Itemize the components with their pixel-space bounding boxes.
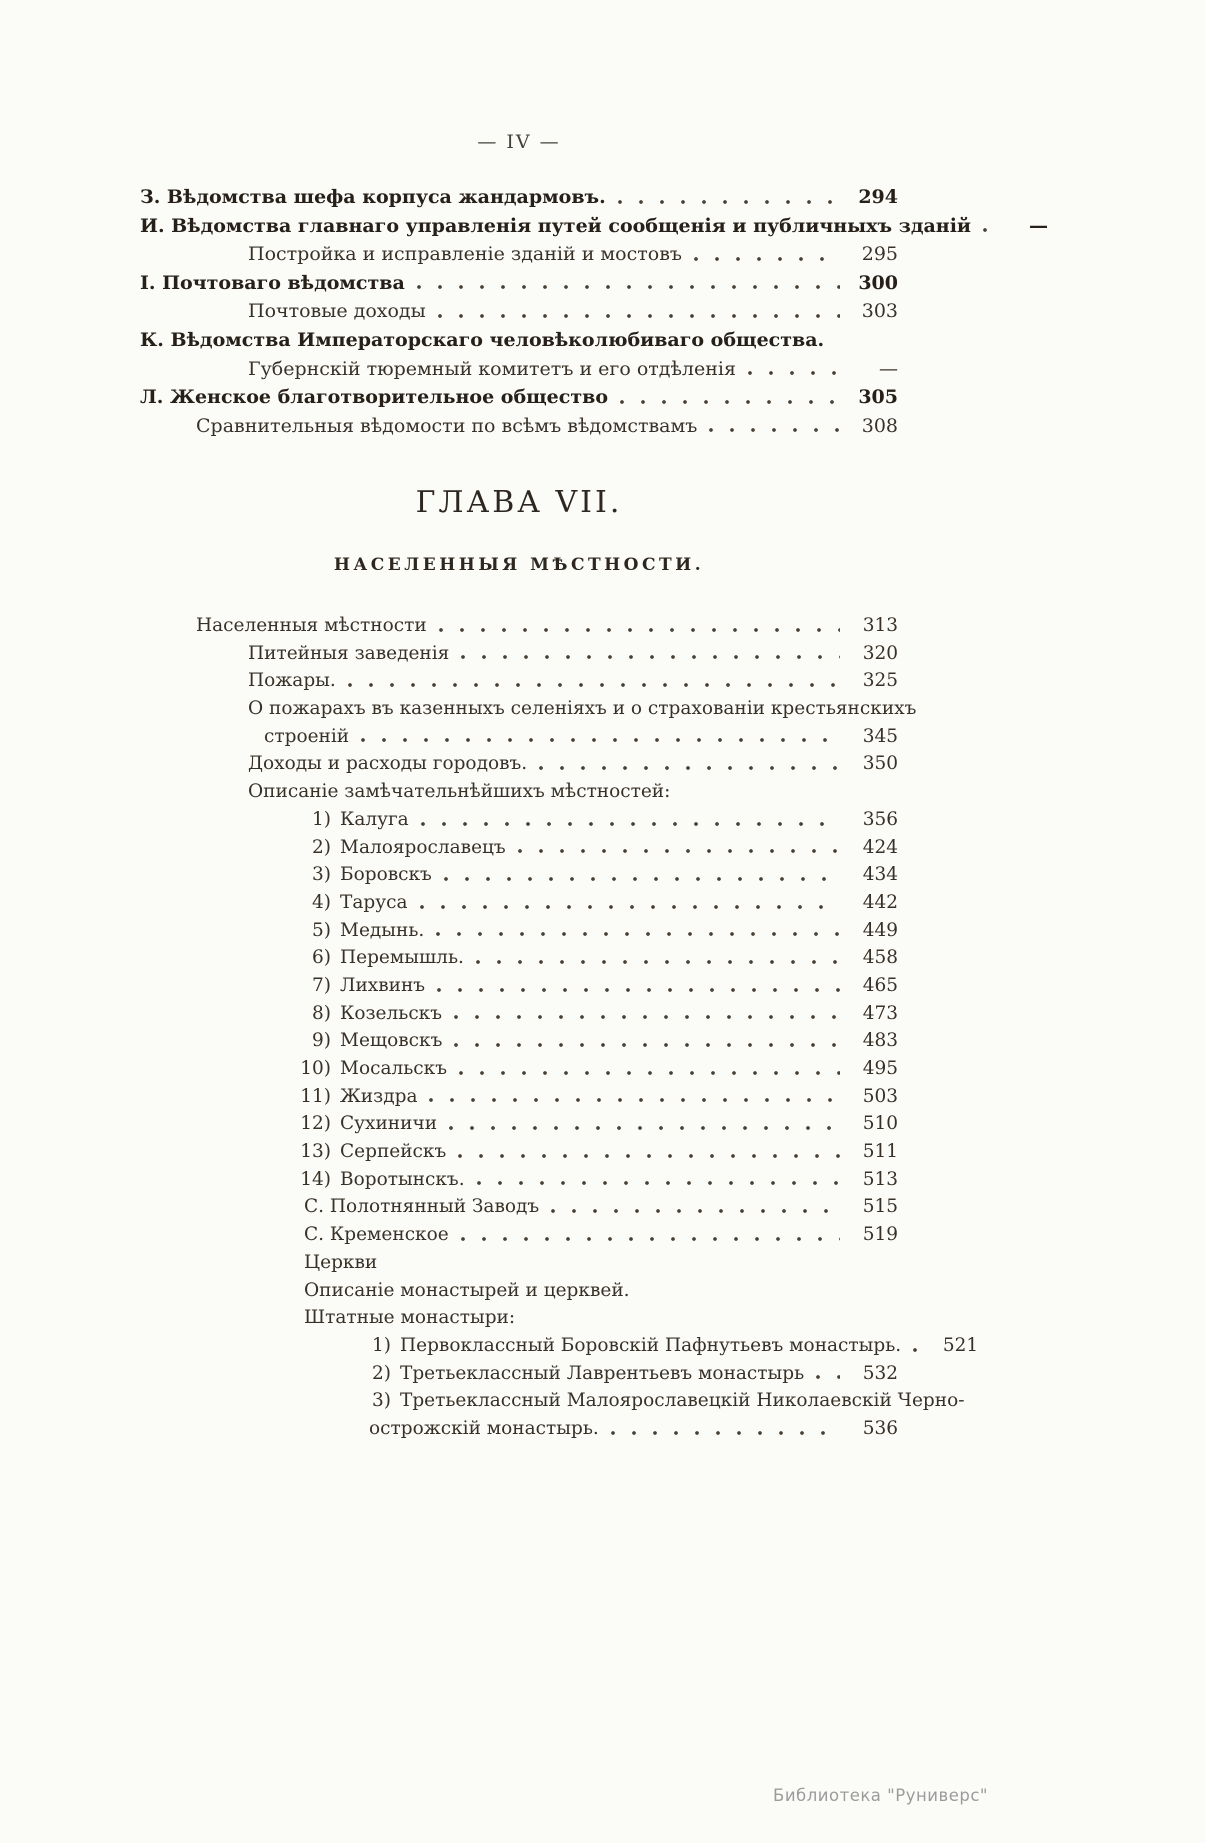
dot-leader (458, 640, 840, 668)
dot-leader (426, 1083, 840, 1111)
entry-page: 295 (861, 243, 898, 266)
entry-label: Серпейскъ (340, 1141, 447, 1163)
entry-label: Калуга (340, 808, 409, 830)
entry-page: 473 (862, 1002, 898, 1024)
chapter-title: ГЛАВА VII. (415, 485, 623, 520)
entry-number: 2) (372, 1362, 391, 1384)
library-watermark: Библиотека "Руниверс" (773, 1786, 988, 1805)
entry-page: — (1029, 214, 1049, 237)
entry-number: 3) (372, 1390, 391, 1412)
entry-number: 14) (300, 1168, 331, 1190)
entry-number: 8) (312, 1002, 331, 1024)
entry-page: 434 (862, 864, 898, 886)
toc-entry (140, 383, 898, 412)
toc-entry (140, 1083, 898, 1111)
dot-leader (451, 1000, 840, 1028)
entry-label: Описаніе монастырей и церквей. (304, 1279, 630, 1301)
entry-page: 325 (862, 670, 898, 692)
entry-number: 2) (312, 836, 331, 858)
entry-page: 532 (862, 1362, 898, 1384)
entry-label: Л. Женское благотворительное общество (140, 386, 608, 409)
dot-leader (608, 1415, 840, 1443)
toc-entry (140, 778, 898, 806)
dot-leader (813, 1360, 840, 1388)
entry-label: Сравнительныя вѣдомости по всѣмъ вѣдомствамъ (196, 414, 698, 437)
toc-entry (140, 183, 898, 212)
entry-label: Штатные монастыри: (304, 1307, 516, 1329)
entry-label: Медынь. (340, 919, 425, 941)
toc-entry (140, 1027, 898, 1055)
dot-leader (435, 297, 840, 326)
dot-leader (536, 750, 840, 778)
entry-page: 510 (862, 1113, 898, 1135)
entry-label: Описаніе замѣчательнѣйшихъ мѣстностей: (248, 781, 671, 803)
entry-label: Воротынскъ. (340, 1168, 465, 1190)
toc-entry (140, 326, 898, 355)
entry-number: 12) (300, 1113, 331, 1135)
entry-label: Перемышль. (340, 947, 464, 969)
toc-entry (140, 1110, 898, 1138)
toc-entry (140, 667, 898, 695)
toc-entry (140, 972, 898, 1000)
top-toc-list (140, 183, 1049, 440)
dot-leader (386, 1249, 840, 1277)
entry-page: 442 (862, 891, 898, 913)
toc-entry (140, 723, 898, 751)
toc-entry (140, 412, 898, 441)
entry-label: Первоклассный Боровскій Пафнутьевъ монастырь. (400, 1334, 902, 1356)
entry-number: 7) (312, 974, 331, 996)
page-number-header: — IV — (477, 131, 561, 153)
dot-leader (974, 1387, 984, 1415)
toc-entry (140, 640, 898, 668)
dot-leader (515, 834, 840, 862)
dot-leader (925, 695, 935, 723)
toc-entry (140, 1000, 898, 1028)
entry-label: І. Почтоваго вѣдомства (140, 271, 405, 294)
entry-label: Пожары. (248, 670, 336, 692)
toc-entry (140, 1360, 898, 1388)
toc-entry (140, 1138, 898, 1166)
entry-page: 305 (858, 386, 898, 409)
dot-leader (433, 917, 840, 945)
entry-number: 6) (312, 947, 331, 969)
dot-leader (474, 1166, 840, 1194)
entry-page: 536 (862, 1417, 898, 1439)
entry-number: 10) (300, 1058, 331, 1079)
entry-label: К. Вѣдомства Императорскаго человѣколюбиваго общества. (140, 328, 825, 351)
entry-page: — (879, 357, 898, 380)
entry-number: 3) (312, 864, 331, 886)
dot-leader (436, 612, 840, 640)
dot-leader (456, 1055, 840, 1083)
dot-leader (548, 1193, 840, 1221)
chapter-toc-list (140, 612, 979, 1443)
entry-page: 465 (862, 974, 898, 996)
toc-entry (140, 612, 898, 640)
entry-number: 4) (312, 891, 331, 913)
toc-entry (140, 1221, 898, 1249)
dot-leader (434, 972, 840, 1000)
entry-page: 313 (862, 615, 898, 636)
toc-entry (140, 806, 898, 834)
entry-number: 9) (312, 1030, 331, 1052)
dot-leader (345, 667, 840, 695)
entry-page: 303 (861, 300, 898, 323)
entry-label: Церкви (304, 1251, 378, 1273)
toc-entry (140, 1277, 898, 1305)
entry-page: 320 (862, 642, 898, 664)
dot-leader (524, 1304, 840, 1332)
entry-label: Почтовые доходы (248, 300, 426, 323)
entry-label: Третьеклассный Малоярославецкій Николаевскій Черно- (400, 1390, 965, 1412)
dot-leader (617, 383, 840, 412)
chapter-subtitle: НАСЕЛЕННЫЯ МѢСТНОСТИ. (333, 555, 705, 575)
toc-entry (140, 861, 898, 889)
dot-leader (446, 1110, 840, 1138)
entry-page: 515 (862, 1196, 898, 1218)
toc-entry (140, 944, 898, 972)
toc-entry (140, 917, 898, 945)
dot-leader (458, 1221, 840, 1249)
entry-label: Козельскъ (340, 1002, 443, 1024)
entry-page: 300 (858, 271, 898, 294)
entry-page: 511 (862, 1141, 898, 1163)
entry-label: Мещовскъ (340, 1030, 443, 1052)
entry-page: 449 (862, 919, 898, 941)
entry-label: И. Вѣдомства главнаго управленія путей сообщенія и публичныхъ зданій (140, 214, 972, 237)
dot-leader (358, 723, 840, 751)
toc-entry (140, 1332, 979, 1360)
entry-label: С. Кременское (304, 1224, 449, 1246)
dot-leader (639, 1277, 840, 1305)
entry-label: строеній (264, 725, 350, 747)
entry-label: Населенныя мѣстности (196, 615, 427, 636)
toc-entry (140, 1055, 898, 1083)
entry-page: 483 (862, 1030, 898, 1052)
page-content-column (140, 0, 1049, 1843)
toc-entry (140, 1193, 898, 1221)
toc-entry (140, 297, 898, 326)
entry-page: 519 (862, 1224, 898, 1246)
entry-page: 308 (861, 414, 898, 437)
toc-entry (140, 1166, 898, 1194)
toc-entry (140, 1249, 898, 1277)
dot-leader (455, 1138, 840, 1166)
entry-number: 1) (372, 1334, 391, 1356)
entry-label: С. Полотнянный Заводъ (304, 1196, 540, 1218)
entry-label: острожскій монастырь. (369, 1417, 599, 1439)
dot-leader (414, 269, 840, 298)
entry-number: 1) (312, 808, 331, 830)
entry-page: 495 (862, 1058, 898, 1079)
entry-label: Сухиничи (340, 1113, 438, 1135)
toc-entry (140, 695, 917, 723)
toc-entry (140, 889, 898, 917)
toc-entry (140, 240, 898, 269)
toc-entry (140, 1415, 898, 1443)
entry-page: 294 (858, 186, 898, 208)
dot-leader (615, 183, 840, 212)
dot-leader (679, 778, 840, 806)
entry-number: 5) (312, 919, 331, 941)
dot-leader (473, 944, 840, 972)
entry-number: 13) (300, 1141, 331, 1163)
dot-leader (910, 1332, 920, 1360)
entry-label: Питейныя заведенія (248, 642, 450, 664)
entry-label: Постройка и исправленіе зданій и мостовъ (248, 243, 682, 266)
dot-leader (706, 412, 840, 441)
entry-label: Губернскій тюремный комитетъ и его отдѣленія (248, 357, 736, 380)
entry-label: Мосальскъ (340, 1058, 447, 1079)
entry-page: 521 (942, 1334, 979, 1356)
entry-label: Таруса (340, 891, 408, 913)
entry-page: 356 (862, 808, 898, 830)
toc-entry (140, 355, 898, 384)
entry-label: З. Вѣдомства шефа корпуса жандармовъ. (140, 186, 606, 208)
entry-label: Лихвинъ (340, 974, 426, 996)
dot-leader (418, 806, 840, 834)
toc-entry (140, 1304, 898, 1332)
entry-page: 424 (862, 836, 898, 858)
entry-label: Боровскъ (340, 864, 432, 886)
entry-number: 11) (300, 1085, 331, 1107)
entry-page: 513 (862, 1168, 898, 1190)
dot-leader (833, 326, 843, 355)
entry-page: 503 (862, 1085, 898, 1107)
entry-label: Жиздра (340, 1085, 418, 1107)
entry-page: 458 (862, 947, 898, 969)
dot-leader (451, 1027, 840, 1055)
dot-leader (417, 889, 841, 917)
dot-leader (691, 240, 840, 269)
toc-entry (140, 1387, 965, 1415)
toc-entry (140, 834, 898, 862)
entry-page: 350 (862, 753, 898, 775)
dot-leader (980, 212, 990, 241)
entry-label: О пожарахъ въ казенныхъ селеніяхъ и о страхованіи крестьянскихъ (248, 698, 917, 720)
entry-label: Третьеклассный Лаврентьевъ монастырь (400, 1362, 805, 1384)
entry-label: Малоярославецъ (340, 836, 506, 858)
entry-label: Доходы и расходы городовъ. (248, 753, 528, 775)
toc-entry (140, 269, 898, 298)
dot-leader (441, 861, 840, 889)
toc-entry (140, 212, 1049, 241)
toc-entry (140, 750, 898, 778)
entry-page: 345 (862, 725, 898, 747)
dot-leader (745, 355, 840, 384)
